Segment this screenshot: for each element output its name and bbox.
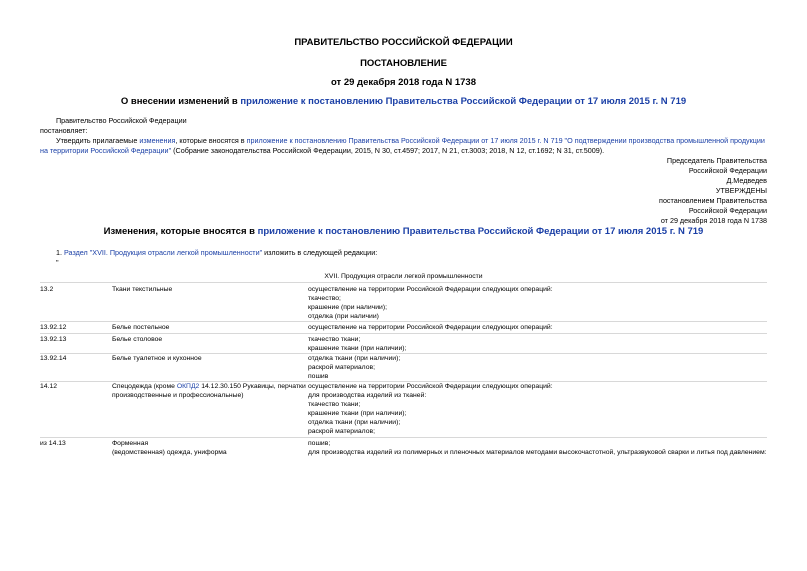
row-3-name: Белье столовое	[112, 336, 163, 343]
changes-link[interactable]: изменения	[139, 136, 176, 145]
opening-quote: "	[56, 258, 59, 267]
changes-title: Изменения, которые вносятся в приложение к постановлению Правительства Российской Федерации от 17 июля 2015 г. N 719	[103, 226, 704, 237]
table-title: XVII. Продукция отрасли легкой промышленности	[324, 273, 483, 280]
decree-719-link[interactable]: приложение к постановлению Правительства Российской Федерации от 17 июля 2015 г. N 719 "О подтверждении производства промышленной продукции	[246, 136, 765, 145]
row-6-name-1: Форменная	[112, 440, 149, 447]
row-5-req-3: ткачество ткани;	[308, 401, 361, 408]
row-divider	[40, 437, 767, 438]
row-1-name: Ткани текстильные	[112, 286, 173, 293]
document-type: ПОСТАНОВЛЕНИЕ	[360, 58, 447, 69]
row-1-code: 13.2	[40, 286, 54, 293]
row-3-code: 13.92.13	[40, 336, 67, 343]
row-5-req-2: для производства изделий из тканей:	[308, 392, 427, 399]
row-5-req-6: раскрой материалов;	[308, 428, 375, 435]
row-4-code: 13.92.14	[40, 355, 67, 362]
row-4-req-1: отделка ткани (при наличии);	[308, 355, 401, 362]
row-6-code: из 14.13	[40, 440, 66, 447]
row-1-req-1: осуществление на территории Российской Федерации следующих операций:	[308, 286, 553, 293]
changes-title-link[interactable]: приложение к постановлению Правительства Российской Федерации от 17 июля 2015 г. N 719	[257, 226, 704, 237]
row-5-name-cont: производственные и профессиональные)	[112, 392, 244, 399]
row-1-req-2: ткачество;	[308, 295, 341, 302]
title-link[interactable]: приложение к постановлению Правительства Российской Федерации от 17 июля 2015 г. N 719	[240, 96, 687, 107]
row-5-req-4: крашение ткани (при наличии);	[308, 410, 407, 417]
row-6-req-1: пошив;	[308, 440, 331, 447]
signature-position: Председатель Правительства	[666, 156, 767, 165]
document-title	[0, 96, 807, 107]
row-4-name: Белье туалетное и кухонное	[112, 355, 202, 362]
row-3-req-2: крашение ткани (при наличии);	[308, 345, 407, 352]
decrees-word: постановляет:	[40, 126, 88, 135]
decree-719-link-cont[interactable]: на территории Российской Федерации"	[40, 146, 172, 155]
approved-date: от 29 декабря 2018 года N 1738	[660, 216, 767, 225]
approve-paragraph-cont: на территории Российской Федерации" (Собрание законодательства Российской Федерации, 2015, N 30, ст.4597; 2017, N 21, ст.3003; 2018, N 12, ст.1692; N 31, ст.5009).	[40, 146, 605, 155]
row-1-req-3: крашение (при наличии);	[308, 304, 387, 311]
government-name: Правительство Российской Федерации	[56, 116, 187, 125]
row-2-code: 13.92.12	[40, 324, 67, 331]
row-divider	[40, 333, 767, 334]
row-divider	[40, 282, 767, 283]
row-6-req-2: для производства изделий из полимерных и пленочных материалов методами высокочастотной, ультразвуковой сварки и литья под давлением:	[308, 449, 767, 456]
item-1: 1. Раздел "XVII. Продукция отрасли легкой промышленности" изложить в следующей редакции:	[56, 248, 378, 257]
approved-by: постановлением Правительства	[659, 196, 767, 205]
row-4-req-3: пошив	[308, 373, 329, 380]
document-date-number: от 29 декабря 2018 года N 1738	[330, 77, 476, 88]
row-5-name: Спецодежда (кроме ОКПД2 14.12.30.150 Рукавицы, перчатки	[112, 383, 306, 390]
approved-country: Российской Федерации	[688, 206, 767, 215]
row-5-req-1: осуществление на территории Российской Федерации следующих операций:	[308, 383, 553, 390]
approved-heading: УТВЕРЖДЕНЫ	[715, 186, 767, 195]
row-2-req: осуществление на территории Российской Федерации следующих операций:	[308, 324, 553, 331]
okpd2-link[interactable]: ОКПД2	[176, 383, 200, 390]
section-xvii-link[interactable]: Раздел "XVII. Продукция отрасли легкой промышленности"	[64, 248, 263, 257]
row-5-code: 14.12	[40, 383, 58, 390]
government-heading: ПРАВИТЕЛЬСТВО РОССИЙСКОЙ ФЕДЕРАЦИИ	[294, 37, 513, 48]
title-prefix: О внесении изменений в	[120, 96, 241, 107]
row-4-req-2: раскрой материалов;	[308, 364, 375, 371]
row-2-name: Белье постельное	[112, 324, 170, 331]
row-6-name-2: (ведомственная) одежда, униформа	[112, 449, 227, 456]
row-3-req-1: ткачество ткани;	[308, 336, 361, 343]
row-1-req-4: отделка (при наличии)	[308, 313, 379, 320]
signature-name: Д.Медведев	[726, 176, 767, 185]
signature-country: Российской Федерации	[688, 166, 767, 175]
row-divider	[40, 321, 767, 322]
approve-paragraph: Утвердить прилагаемые изменения, которые вносятся в приложение к постановлению Правительства Российской Федерации от 17 июля 2015 г. N 719 "О подтверждении производства промышленной продукции	[56, 136, 765, 145]
row-5-req-5: отделка ткани (при наличии);	[308, 419, 401, 426]
